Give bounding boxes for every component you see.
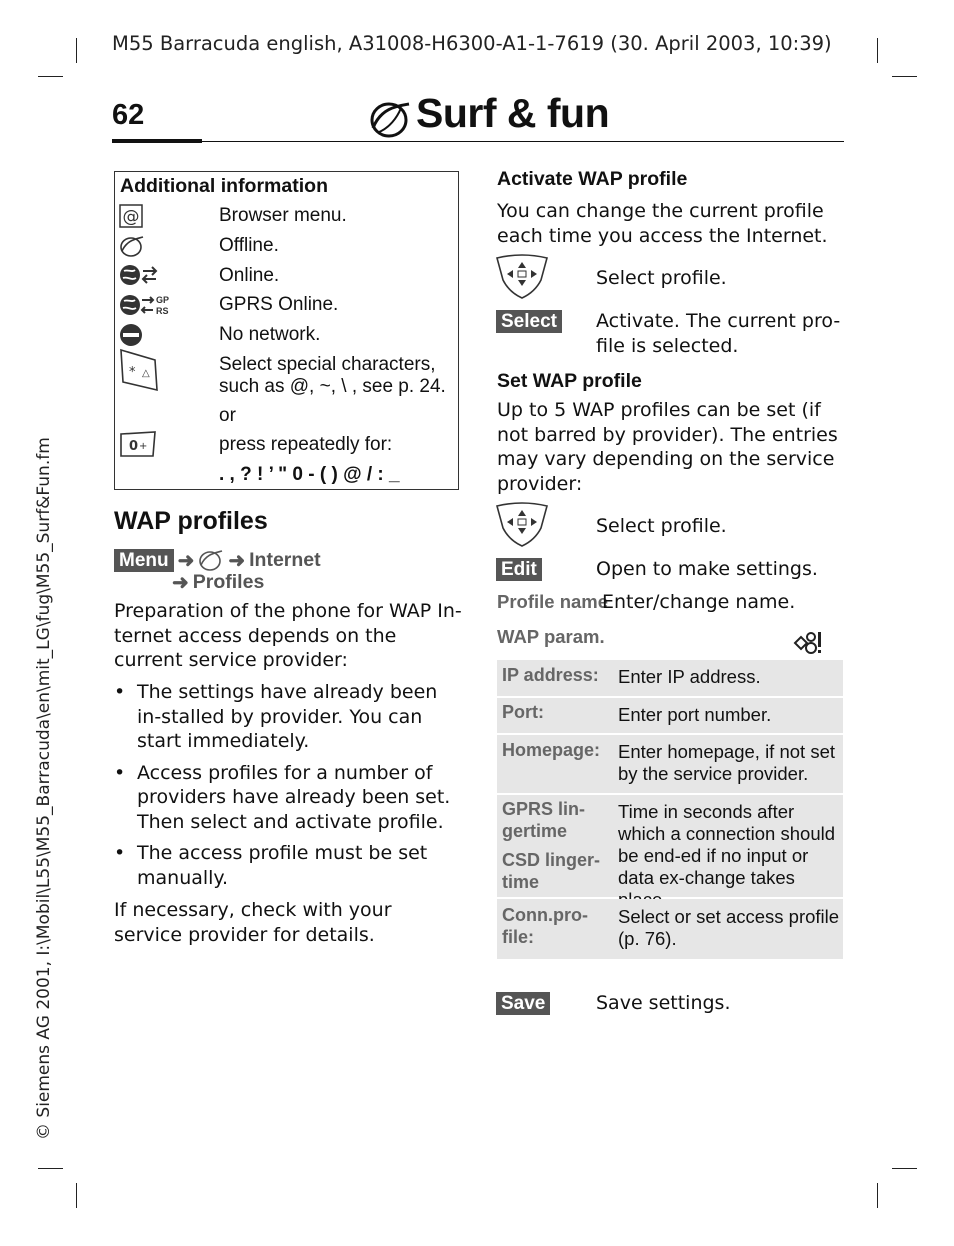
step-activate-cont: file is selected. <box>596 335 739 357</box>
save-softkey[interactable]: Save <box>496 992 550 1015</box>
crop-mark <box>892 76 917 77</box>
info-box-title: Additional information <box>120 175 328 197</box>
param-row-ip <box>497 660 843 696</box>
set-profile-heading: Set WAP profile <box>497 370 642 392</box>
svg-text:*: * <box>129 365 136 380</box>
intro-paragraph: Preparation of the phone for WAP In-ternet access depends on the current service provider: <box>114 600 462 671</box>
info-row-text: or <box>219 405 236 426</box>
special-characters: . , ? ! ’ " 0 - ( ) @ / : _ <box>219 464 400 485</box>
param-label: CSD linger-time <box>502 850 601 892</box>
activate-text: You can change the current profile each time you access the Internet. <box>497 200 828 247</box>
step-select-profile: Select profile. <box>596 515 727 537</box>
param-row-port <box>497 698 843 733</box>
crop-mark <box>38 76 63 77</box>
wap-param-label: WAP param. <box>497 626 605 647</box>
navigation-key-icon[interactable] <box>495 254 549 300</box>
param-label: Port: <box>502 702 544 722</box>
svg-text:GP: GP <box>156 295 170 305</box>
param-row-homepage <box>497 735 843 793</box>
crop-mark <box>38 1168 63 1169</box>
info-row-text: press repeatedly for: <box>219 434 393 455</box>
header-rule <box>112 141 844 142</box>
crop-mark <box>892 1168 917 1169</box>
info-row-text: No network. <box>219 324 321 345</box>
crop-mark <box>877 1183 878 1208</box>
step-select-profile: Select profile. <box>596 267 727 289</box>
crop-mark <box>76 1183 77 1208</box>
profile-name-label: Profile name <box>497 591 609 612</box>
bullet-list <box>114 680 464 897</box>
svg-text:△: △ <box>142 368 150 379</box>
info-row-text: Select special characters, <box>219 354 436 375</box>
param-desc: Select or set access profile (p. 76). <box>618 906 840 949</box>
page-number: 62 <box>112 99 145 131</box>
list-item: • The access profile must be set manually. <box>114 841 464 890</box>
arrow-right-icon: ➜ <box>228 549 246 572</box>
step-save-settings: Save settings. <box>596 992 731 1014</box>
menu-path <box>114 548 321 572</box>
list-item: • Access profiles for a number of providers have already been set. Then select and activate profile. <box>114 761 464 835</box>
page-title: Surf & fun <box>416 90 610 136</box>
profile-name-text: Enter/change name. <box>602 591 796 613</box>
document-header-line: M55 Barracuda english, A31008-H6300-A1-1-7619 (30. April 2003, 10:39) <box>112 32 832 55</box>
outro-paragraph: If necessary, check with your service provider for details. <box>114 899 392 946</box>
select-softkey[interactable]: Select <box>496 310 562 333</box>
param-row-connection-profile <box>497 899 843 959</box>
edit-softkey[interactable]: Edit <box>496 558 542 581</box>
param-label: GPRS lin-gertime <box>502 799 586 841</box>
svg-text:+: + <box>139 441 148 452</box>
param-label: IP address: <box>502 665 599 685</box>
network-dependent-icon <box>792 630 824 656</box>
svg-text:@: @ <box>122 207 140 227</box>
info-row-text: such as @, ~, \ , see p. 24. <box>219 376 446 397</box>
offline-globe-icon <box>119 234 145 258</box>
step-open-settings: Open to make settings. <box>596 558 818 580</box>
menu-softkey[interactable]: Menu <box>114 549 174 572</box>
info-row-text: Browser menu. <box>219 205 347 226</box>
step-activate: Activate. The current pro- <box>596 310 841 332</box>
offline-globe-icon <box>198 548 224 572</box>
param-row-lingertime <box>497 795 843 897</box>
set-profile-text: Up to 5 WAP profiles can be set (if not barred by provider). The entries may vary depending on the service provider: <box>497 399 838 495</box>
param-desc: Time in seconds after which a connection should be end-ed if no input or data ex-change takes <box>618 801 836 888</box>
menu-path-internet: Internet <box>249 548 321 571</box>
menu-path-line2 <box>172 570 264 594</box>
arrow-right-icon: ➜ <box>172 571 189 594</box>
section-heading: WAP profiles <box>114 507 268 535</box>
surf-globe-icon <box>367 98 413 140</box>
no-network-icon <box>119 322 145 348</box>
param-label: Conn.pro-file: <box>502 905 588 947</box>
at-icon <box>119 204 143 228</box>
activate-heading: Activate WAP profile <box>497 168 688 190</box>
navigation-key-icon[interactable] <box>495 502 549 548</box>
crop-mark <box>76 38 77 63</box>
side-file-path: © Siemens AG 2001, I:\Mobil\L55\M55_Barracuda\en\mit_LG\fug\M55_Surf&Fun.fm <box>34 437 54 1140</box>
menu-path-profiles: Profiles <box>192 570 265 593</box>
zero-key-icon <box>119 430 157 458</box>
param-desc: Enter port number. <box>618 704 772 725</box>
crop-mark <box>877 38 878 63</box>
star-key-icon <box>119 348 161 392</box>
info-row-text: Offline. <box>219 235 279 256</box>
arrow-right-icon: ➜ <box>177 549 195 572</box>
param-desc: Enter homepage, if not set by the service provider. <box>618 741 835 784</box>
svg-text:0: 0 <box>129 439 139 454</box>
svg-text:RS: RS <box>156 306 169 316</box>
param-desc: Enter IP address. <box>618 666 761 687</box>
gprs-online-icon <box>119 292 173 318</box>
info-row-text: Online. <box>219 265 280 286</box>
info-row-text: GPRS Online. <box>219 294 339 315</box>
online-globe-icon <box>119 263 159 287</box>
param-label: Homepage: <box>502 740 601 760</box>
list-item: • The settings have already been in-stalled by provider. You can start immediately. <box>114 680 464 754</box>
